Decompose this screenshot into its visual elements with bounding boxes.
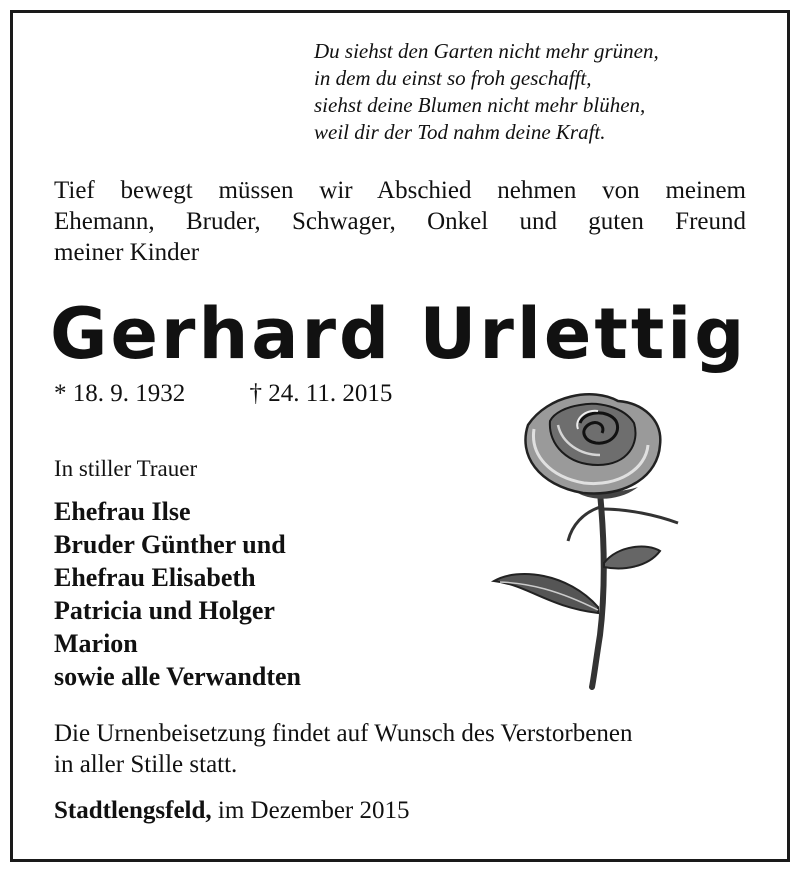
family-list [54,495,301,693]
intro-line: Ehemann, Bruder, Schwager, Onkel und guten Freund [54,208,746,235]
birth-date: * 18. 9. 1932 [54,380,186,407]
poem-line: siehst deine Blumen nicht mehr blühen, [314,93,646,117]
deceased-name: Gerhard Urlettig [50,293,748,375]
intro-line: meiner Kinder [54,239,200,266]
family-member: Marion [54,629,138,658]
intro-text [54,175,746,268]
burial-line: in aller Stille statt. [54,751,238,778]
place-date [54,797,410,825]
date-line: im Dezember 2015 [211,797,410,824]
family-member: Bruder Günther und [54,530,286,559]
family-member: Patricia und Holger [54,596,275,625]
death-date: † 24. 11. 2015 [249,380,393,407]
burial-notice [54,718,746,780]
poem-line: Du siehst den Garten nicht mehr grünen, [314,39,659,63]
mourning-label: In stiller Trauer [54,456,198,481]
burial-line: Die Urnenbeisetzung findet auf Wunsch des Verstorbenen [54,720,633,747]
poem [314,38,659,146]
place-name: Stadtlengsfeld, [54,797,212,824]
family-member: Ehefrau Elisabeth [54,563,256,592]
life-dates [54,380,392,408]
poem-line: in dem du einst so froh geschafft, [314,66,592,90]
family-member: Ehefrau Ilse [54,497,191,526]
rose-icon [488,385,688,690]
poem-line: weil dir der Tod nahm deine Kraft. [314,120,606,144]
intro-line: Tief bewegt müssen wir Abschied nehmen von meinem [54,177,746,204]
family-member: sowie alle Verwandten [54,662,301,691]
